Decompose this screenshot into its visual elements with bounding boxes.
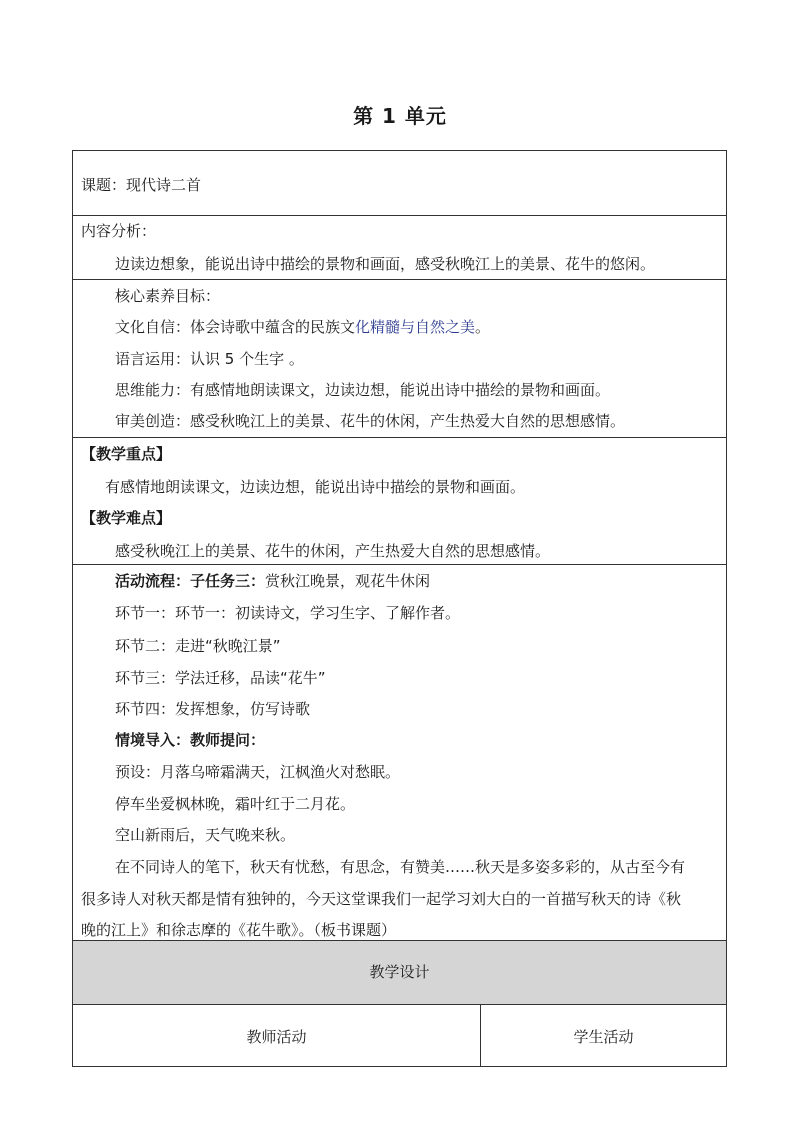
activity-step-3: 环节三：学法迁移，品读“花牛” (115, 669, 326, 687)
teacher-activity-header: 教师活动 (246, 1028, 307, 1046)
intro-paragraph-line-1: 在不同诗人的笔下，秋天有忧愁，有思念，有赞美……秋天是多姿多彩的，从古至今有 (115, 858, 686, 876)
divider (73, 1004, 726, 1005)
design-header: 教学设计 (369, 963, 430, 981)
activity-step-2: 环节二：走进“秋晚江景” (115, 637, 281, 655)
difficulties-text: 感受秋晚江上的美景、花牛的休闲，产生热爱大自然的思想感情。 (115, 542, 551, 560)
preset-text: 预设：月落乌啼霜满天，江枫渔火对愁眠。 (115, 763, 401, 781)
goal-thinking: 思维能力：有感情地朗读课文，边读边想，能说出诗中描绘的景物和画面。 (115, 381, 611, 399)
analysis-text: 边读边想象，能说出诗中描绘的景物和画面，感受秋晚江上的美景、花牛的悠闲。 (115, 255, 656, 273)
activity-flow-text: 赏秋江晚景，观花牛休闲 (265, 572, 431, 590)
difficulties-heading: 【教学难点】 (81, 509, 172, 527)
divider (73, 564, 726, 565)
goal-language: 语言运用：认识 5 个生字 。 (115, 350, 304, 368)
student-activity-header: 学生活动 (573, 1028, 634, 1046)
intro-label: 情境导入：教师提问： (115, 731, 266, 749)
activity-flow-label: 活动流程：子任务三： (115, 572, 266, 590)
intro-paragraph-line-3: 晚的江上》和徐志摩的《花牛歌》。（板书课题） (81, 921, 397, 939)
lesson-plan-table (72, 150, 727, 1067)
poem-line-2: 空山新雨后，天气晚来秋。 (115, 826, 296, 844)
goal-culture (115, 317, 490, 337)
activity-step-4: 环节四：发挥想象，仿写诗歌 (115, 700, 311, 718)
goal-culture-text-a: 体会诗歌中蕴含的民族文 (190, 318, 356, 336)
goal-culture-text-b: 化精髓与自然之美 (355, 318, 476, 336)
divider (73, 215, 726, 216)
analysis-heading: 内容分析： (81, 222, 157, 240)
goal-culture-end: 。 (475, 318, 491, 336)
goals-heading: 核心素养目标： (115, 287, 221, 305)
poem-line-1: 停车坐爱枫林晚，霜叶红于二月花。 (115, 795, 356, 813)
activity-step-1: 环节一：环节一：初读诗文，学习生字、了解作者。 (115, 604, 461, 622)
goal-culture-label: 文化自信： (115, 318, 191, 336)
lesson-title: 课题：现代诗二首 (81, 176, 202, 194)
goal-aesthetic: 审美创造：感受秋晚江上的美景、花牛的休闲，产生热爱大自然的思想感情。 (115, 412, 626, 430)
key-points-heading: 【教学重点】 (81, 445, 172, 463)
divider (73, 437, 726, 438)
intro-paragraph-line-2: 很多诗人对秋天都是情有独钟的，今天这堂课我们一起学习刘大白的一首描写秋天的诗《秋 (81, 890, 682, 908)
activity-flow (115, 571, 430, 591)
divider (73, 279, 726, 280)
page-title: 第 1 单元 (353, 104, 447, 128)
key-points-text: 有感情地朗读课文，边读边想，能说出诗中描绘的景物和画面。 (105, 478, 526, 496)
